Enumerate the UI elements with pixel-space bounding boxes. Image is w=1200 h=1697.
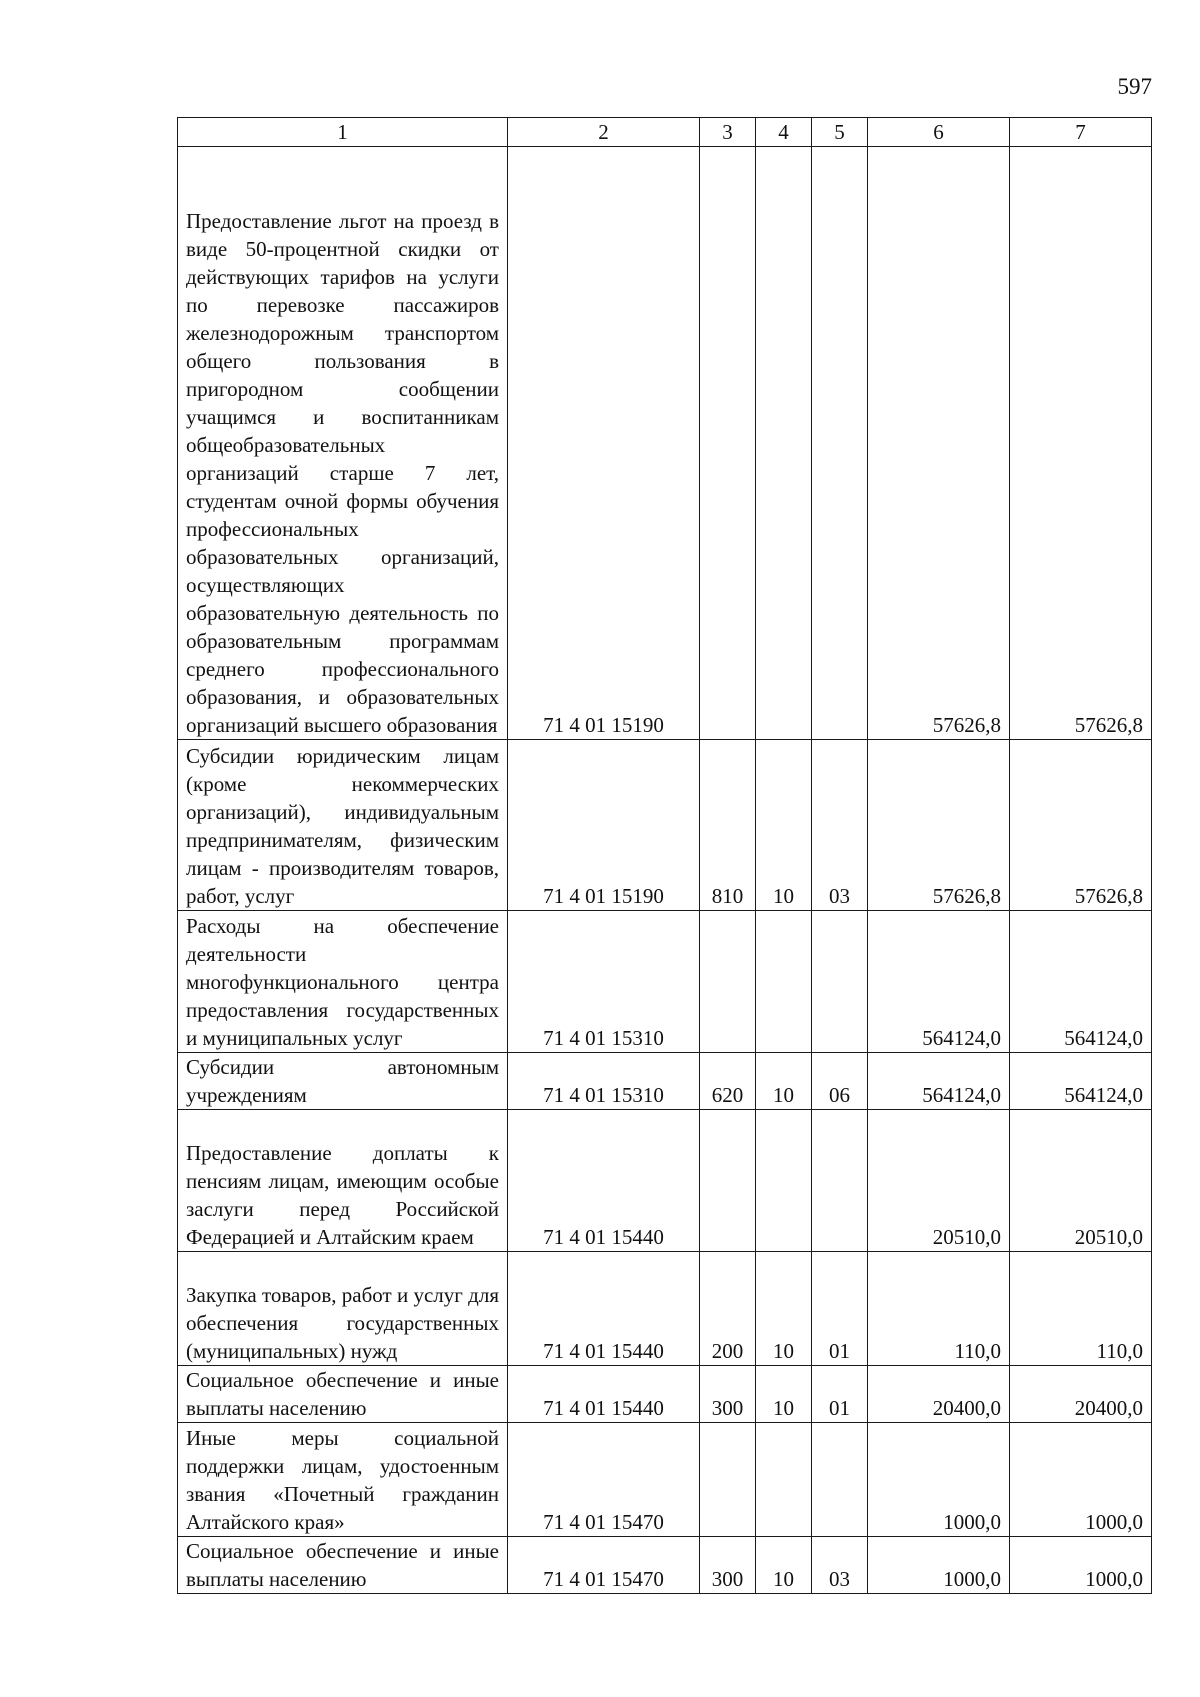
- row-col7: 57626,8: [1010, 740, 1152, 911]
- row-name: Закупка товаров, работ и услуг для обеспечения государственных (муниципальных) нужд: [178, 1252, 508, 1366]
- row-col6: 57626,8: [868, 740, 1010, 911]
- row-col4: 10: [756, 1366, 812, 1423]
- row-col3: 300: [700, 1366, 756, 1423]
- table-row: [178, 740, 1152, 911]
- table-row: [178, 1110, 1152, 1252]
- row-name: Расходы на обеспечение деятельности многофункционального центра предоставления государственных и муниципальных услуг: [178, 911, 508, 1053]
- table-header-row: [178, 118, 1152, 147]
- row-col3: 620: [700, 1053, 756, 1110]
- row-col5: [812, 1110, 868, 1252]
- row-col5: 01: [812, 1252, 868, 1366]
- row-col7: 564124,0: [1010, 1053, 1152, 1110]
- row-col4: 10: [756, 740, 812, 911]
- row-col3: 300: [700, 1537, 756, 1594]
- row-col7: 1000,0: [1010, 1423, 1152, 1537]
- row-col4: 10: [756, 1537, 812, 1594]
- column-header: 2: [508, 118, 700, 147]
- row-code: 71 4 01 15470: [508, 1537, 700, 1594]
- row-col7: 110,0: [1010, 1252, 1152, 1366]
- row-name: Предоставление доплаты к пенсиям лицам, имеющим особые заслуги перед Российской Федерацией и Алтайским краем: [178, 1110, 508, 1252]
- table-row: [178, 1537, 1152, 1594]
- row-col6: 20510,0: [868, 1110, 1010, 1252]
- table-row: [178, 1423, 1152, 1537]
- row-col5: [812, 1423, 868, 1537]
- row-code: 71 4 01 15440: [508, 1366, 700, 1423]
- row-col7: 57626,8: [1010, 147, 1152, 740]
- row-col6: 110,0: [868, 1252, 1010, 1366]
- row-name: Иные меры социальной поддержки лицам, удостоенным звания «Почетный гражданин Алтайского края»: [178, 1423, 508, 1537]
- row-code: 71 4 01 15440: [508, 1110, 700, 1252]
- row-code: 71 4 01 15470: [508, 1423, 700, 1537]
- row-col6: 1000,0: [868, 1423, 1010, 1537]
- row-col3: [700, 1110, 756, 1252]
- row-code: 71 4 01 15440: [508, 1252, 700, 1366]
- row-col5: 01: [812, 1366, 868, 1423]
- column-header: 1: [178, 118, 508, 147]
- row-col3: [700, 147, 756, 740]
- row-col5: 03: [812, 740, 868, 911]
- row-col6: 20400,0: [868, 1366, 1010, 1423]
- column-header: 4: [756, 118, 812, 147]
- table-row: [178, 1366, 1152, 1423]
- column-header: 6: [868, 118, 1010, 147]
- row-col3: 810: [700, 740, 756, 911]
- row-col5: [812, 147, 868, 740]
- row-col4: 10: [756, 1053, 812, 1110]
- table-row: [178, 1252, 1152, 1366]
- row-col5: [812, 911, 868, 1053]
- row-col4: [756, 911, 812, 1053]
- column-header: 7: [1010, 118, 1152, 147]
- budget-table: [177, 117, 1152, 1594]
- row-name: Социальное обеспечение и иные выплаты населению: [178, 1366, 508, 1423]
- column-header: 3: [700, 118, 756, 147]
- row-col3: [700, 1423, 756, 1537]
- row-name: Предоставление льгот на проезд в виде 50-процентной скидки от действующих тарифов на услуги по перевозке пассажиров железнодорожным транспортом общего пользования в пригородном сообщении учащимся и воспитанникам общеобразовательных организаций старше 7 лет, студентам очной формы обучения профессиональных образовательных организаций, осуществляющих образовательную деятельность по образовательным программам среднего профессионального образования, и образовательных организаций высшего образования: [178, 147, 508, 740]
- page-number: 597: [1117, 74, 1152, 99]
- row-col7: 20510,0: [1010, 1110, 1152, 1252]
- row-name: Субсидии юридическим лицам (кроме некоммерческих организаций), индивидуальным предпринимателям, физическим лицам - производителям товаров, работ, услуг: [178, 740, 508, 911]
- row-col4: 10: [756, 1252, 812, 1366]
- table-row: [178, 1053, 1152, 1110]
- row-code: 71 4 01 15190: [508, 740, 700, 911]
- row-code: 71 4 01 15310: [508, 911, 700, 1053]
- row-col4: [756, 147, 812, 740]
- row-col6: 1000,0: [868, 1537, 1010, 1594]
- row-col5: 03: [812, 1537, 868, 1594]
- row-code: 71 4 01 15190: [508, 147, 700, 740]
- row-col4: [756, 1110, 812, 1252]
- row-col6: 564124,0: [868, 1053, 1010, 1110]
- row-name: Социальное обеспечение и иные выплаты населению: [178, 1537, 508, 1594]
- row-col5: 06: [812, 1053, 868, 1110]
- row-col3: [700, 911, 756, 1053]
- row-col4: [756, 1423, 812, 1537]
- row-col7: 1000,0: [1010, 1537, 1152, 1594]
- row-col3: 200: [700, 1252, 756, 1366]
- row-col7: 20400,0: [1010, 1366, 1152, 1423]
- table-row: [178, 911, 1152, 1053]
- row-col6: 57626,8: [868, 147, 1010, 740]
- row-code: 71 4 01 15310: [508, 1053, 700, 1110]
- row-col6: 564124,0: [868, 911, 1010, 1053]
- table-row: [178, 147, 1152, 740]
- column-header: 5: [812, 118, 868, 147]
- row-name: Субсидии автономным учреждениям: [178, 1053, 508, 1110]
- row-col7: 564124,0: [1010, 911, 1152, 1053]
